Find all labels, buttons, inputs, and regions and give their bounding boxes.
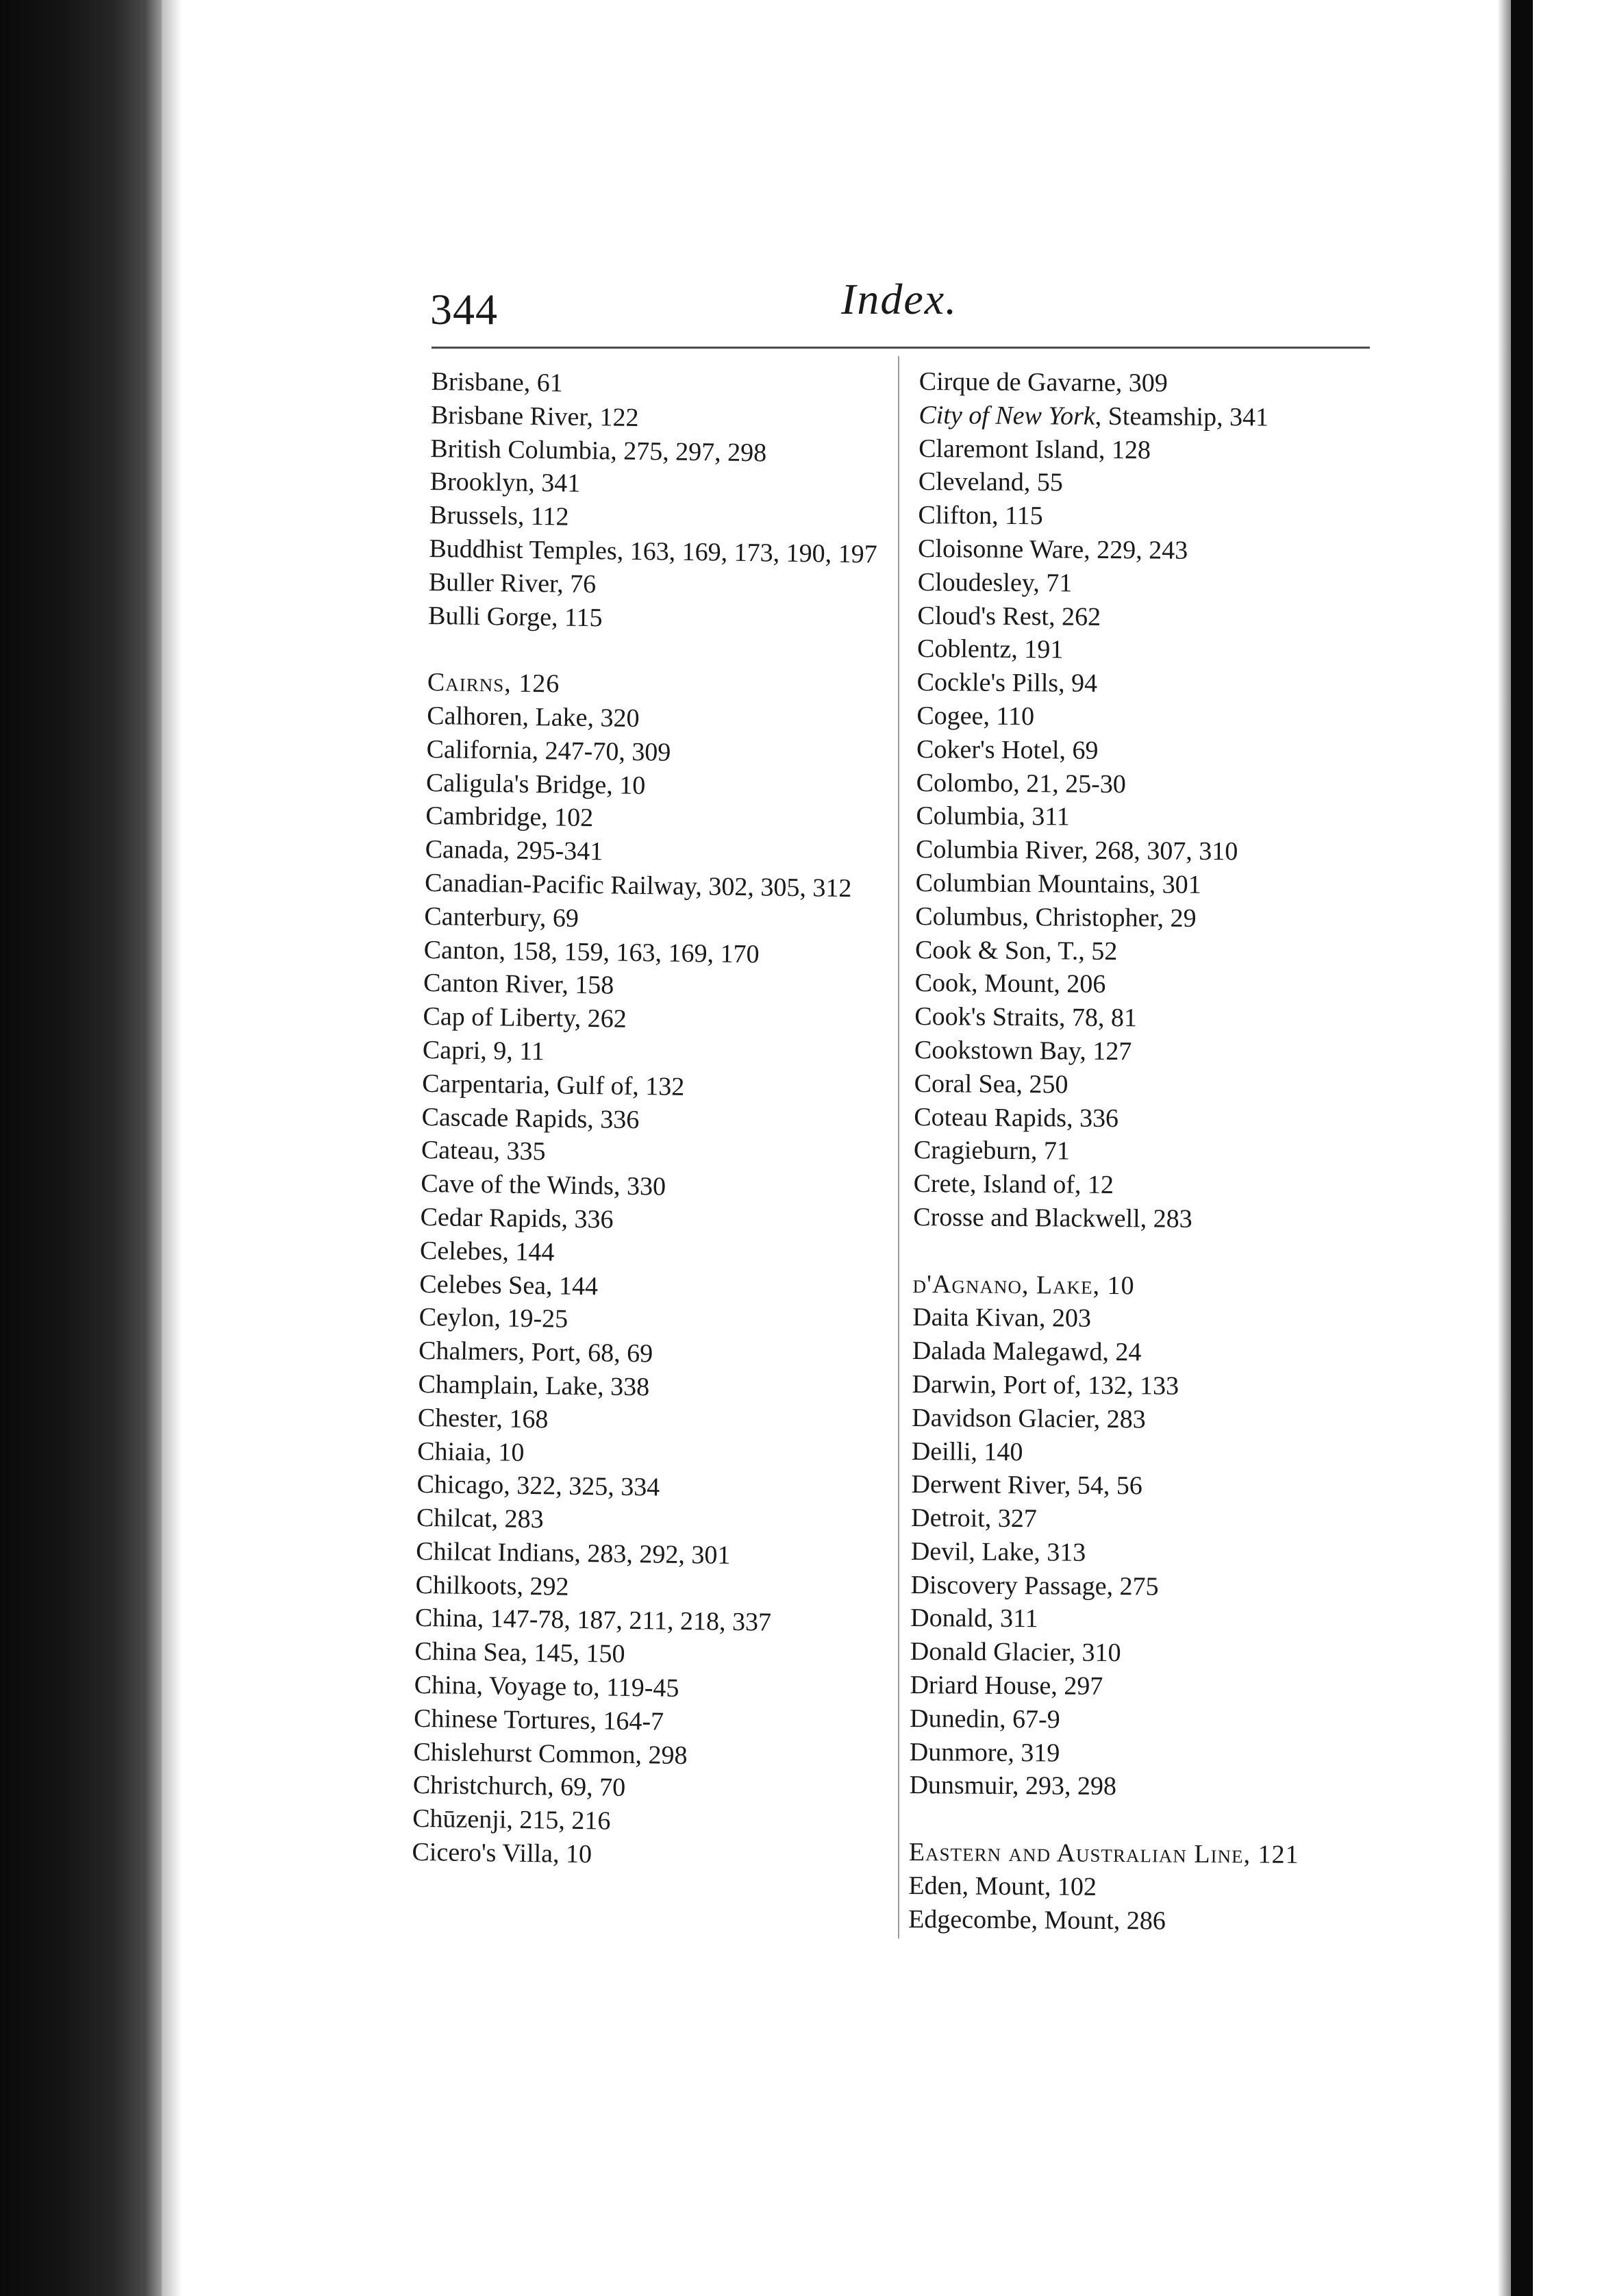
- index-entry: Dalada Malegawd, 24: [912, 1336, 1142, 1367]
- book-binding-shadow: [0, 0, 162, 2296]
- index-entry: Buddhist Temples, 163, 169, 173, 190, 197: [429, 534, 877, 569]
- index-entry: Donald, 311: [910, 1604, 1038, 1634]
- index-entry: Chinese Tortures, 164-7: [413, 1704, 664, 1736]
- index-entry: [909, 1836, 1388, 1873]
- index-entry: Celebes Sea, 144: [419, 1269, 599, 1301]
- index-entry: Cloisonne Ware, 229, 243: [917, 534, 1188, 565]
- index-entry: Colombo, 21, 25-30: [916, 768, 1127, 799]
- index-entry: Brussels, 112: [429, 501, 569, 532]
- index-entry: Deilli, 140: [911, 1436, 1023, 1467]
- index-entry: Carpentaria, Gulf of, 132: [421, 1069, 685, 1101]
- index-entry: Crete, Island of, 12: [913, 1169, 1114, 1200]
- index-entry: Chislehurst Common, 298: [413, 1737, 688, 1770]
- index-entry: British Columbia, 275, 297, 298: [430, 434, 767, 468]
- section-lead-entry: d'Agnano, Lake, 10: [912, 1269, 1135, 1300]
- page-number: 344: [430, 285, 498, 334]
- index-entry: Cockle's Pills, 94: [916, 668, 1098, 698]
- index-entry: Bulli Gorge, 115: [427, 601, 603, 632]
- index-entry: Cookstown Bay, 127: [914, 1035, 1132, 1066]
- index-entry: Cogee, 110: [916, 701, 1035, 732]
- scan-edge-border: [1511, 0, 1533, 2296]
- index-entry: Columbia River, 268, 307, 310: [915, 835, 1238, 866]
- index-entry: Crosse and Blackwell, 283: [913, 1202, 1192, 1234]
- index-entry: Davidson Glacier, 283: [912, 1403, 1146, 1434]
- index-entry: Devil, Lake, 313: [910, 1536, 1086, 1567]
- ship-name: City of New York: [918, 400, 1095, 431]
- index-entry: Coral Sea, 250: [914, 1069, 1068, 1099]
- section-gap: [913, 1234, 1392, 1271]
- index-entry: Capri, 9, 11: [422, 1035, 545, 1066]
- index-column-left: [412, 365, 897, 1875]
- index-entry: Celebes, 144: [419, 1236, 555, 1267]
- index-entry: Cateau, 335: [421, 1136, 546, 1166]
- index-entry: Coker's Hotel, 69: [916, 734, 1099, 765]
- index-entry: Calhoren, Lake, 320: [427, 701, 640, 733]
- index-entry: Chilkoots, 292: [415, 1570, 569, 1601]
- index-entry: Cleveland, 55: [918, 467, 1064, 497]
- index-entry: Cloudesley, 71: [917, 567, 1073, 598]
- index-entry: Columbia, 311: [916, 801, 1071, 832]
- index-entry: Ceylon, 19-25: [418, 1303, 568, 1334]
- entry-remainder: , Steamship, 341: [1095, 401, 1269, 432]
- index-entry: California, 247-70, 309: [426, 734, 671, 767]
- index-entry: Dunedin, 67-9: [910, 1704, 1060, 1734]
- index-entry: Champlain, Lake, 338: [418, 1369, 650, 1402]
- index-entry: Daita Kivan, 203: [912, 1303, 1092, 1334]
- index-entry: Edgecombe, Mount, 286: [908, 1904, 1166, 1936]
- index-entry: Derwent River, 54, 56: [911, 1470, 1142, 1501]
- header-rule: [432, 347, 1370, 349]
- index-column-right: [908, 365, 1399, 1939]
- index-entry: Caligula's Bridge, 10: [425, 768, 646, 800]
- index-entry: Cook, Mount, 206: [914, 969, 1106, 999]
- index-entry: Canadian-Pacific Railway, 302, 305, 312: [424, 868, 852, 903]
- index-entry: Darwin, Port of, 132, 133: [912, 1369, 1179, 1401]
- index-entry: Discovery Passage, 275: [910, 1570, 1159, 1601]
- index-entry: Chalmers, Port, 68, 69: [418, 1336, 653, 1369]
- index-entry: Chilcat, 283: [416, 1503, 544, 1534]
- index-entry: China Sea, 145, 150: [414, 1637, 625, 1669]
- index-entry: Chiaia, 10: [416, 1436, 525, 1467]
- section-gap: [909, 1802, 1388, 1839]
- page-edge-fade: [1497, 0, 1511, 2296]
- index-entry: Cirque de Gavarne, 309: [918, 366, 1168, 398]
- section-lead-entry: Cairns, 126: [427, 668, 560, 699]
- index-entry: Columbian Mountains, 301: [915, 868, 1201, 899]
- index-entry: Coblentz, 191: [916, 634, 1064, 664]
- index-entry: Chester, 168: [417, 1403, 549, 1434]
- index-entry: [912, 1267, 1392, 1304]
- index-entry: Driard House, 297: [910, 1671, 1103, 1701]
- index-entry: Coteau Rapids, 336: [914, 1102, 1119, 1133]
- index-entry: Christchurch, 69, 70: [412, 1771, 626, 1803]
- index-entry: Cicero's Villa, 10: [412, 1837, 592, 1869]
- index-entry: Cedar Rapids, 336: [420, 1202, 614, 1234]
- index-entry: [427, 666, 894, 706]
- index-entry: Brooklyn, 341: [429, 467, 581, 499]
- section-gap: [427, 632, 894, 672]
- index-entry: Brisbane River, 122: [430, 400, 639, 432]
- index-entry: Claremont Island, 128: [918, 434, 1151, 464]
- index-entry: Eden, Mount, 102: [908, 1871, 1097, 1901]
- index-entry: Cave of the Winds, 330: [421, 1169, 666, 1201]
- index-entry: Dunsmuir, 293, 298: [909, 1771, 1117, 1801]
- index-entry: China, 147-78, 187, 211, 218, 337: [414, 1604, 772, 1638]
- index-entry: Donald Glacier, 310: [910, 1637, 1121, 1668]
- index-entry: [918, 399, 1398, 436]
- page-gutter-fade: [162, 0, 182, 2296]
- index-entry: Dunmore, 319: [909, 1737, 1060, 1768]
- index-entry: Canton River, 158: [423, 969, 614, 1000]
- index-entry: Cambridge, 102: [425, 801, 594, 833]
- column-divider: [898, 356, 899, 1938]
- index-entry: Cragieburn, 71: [913, 1136, 1071, 1166]
- index-entry: Brisbane, 61: [431, 366, 564, 398]
- index-entry: Cascade Rapids, 336: [421, 1102, 640, 1134]
- index-entry: Clifton, 115: [918, 501, 1043, 531]
- index-entry: Buller River, 76: [428, 567, 597, 599]
- index-entry: Canada, 295-341: [425, 835, 603, 866]
- index-entry: Cook's Straits, 78, 81: [914, 1002, 1138, 1033]
- index-entry: Chilcat Indians, 283, 292, 301: [416, 1536, 731, 1570]
- index-entry: Chicago, 322, 325, 334: [416, 1470, 660, 1502]
- section-lead-entry: Eastern and Australian Line, 121: [908, 1838, 1299, 1869]
- index-entry: Chūzenji, 215, 216: [412, 1804, 611, 1836]
- index-entry: Cook & Son, T., 52: [914, 935, 1118, 966]
- index-entry: Detroit, 327: [911, 1503, 1038, 1534]
- index-entry: China, Voyage to, 119-45: [414, 1670, 679, 1703]
- index-entry: Cloud's Rest, 262: [917, 601, 1101, 632]
- running-head: Index.: [841, 275, 958, 323]
- index-entry: Cap of Liberty, 262: [423, 1002, 627, 1034]
- index-entry: Canterbury, 69: [424, 901, 579, 933]
- index-entry: Columbus, Christopher, 29: [915, 901, 1197, 933]
- index-entry: Canton, 158, 159, 163, 169, 170: [423, 935, 760, 969]
